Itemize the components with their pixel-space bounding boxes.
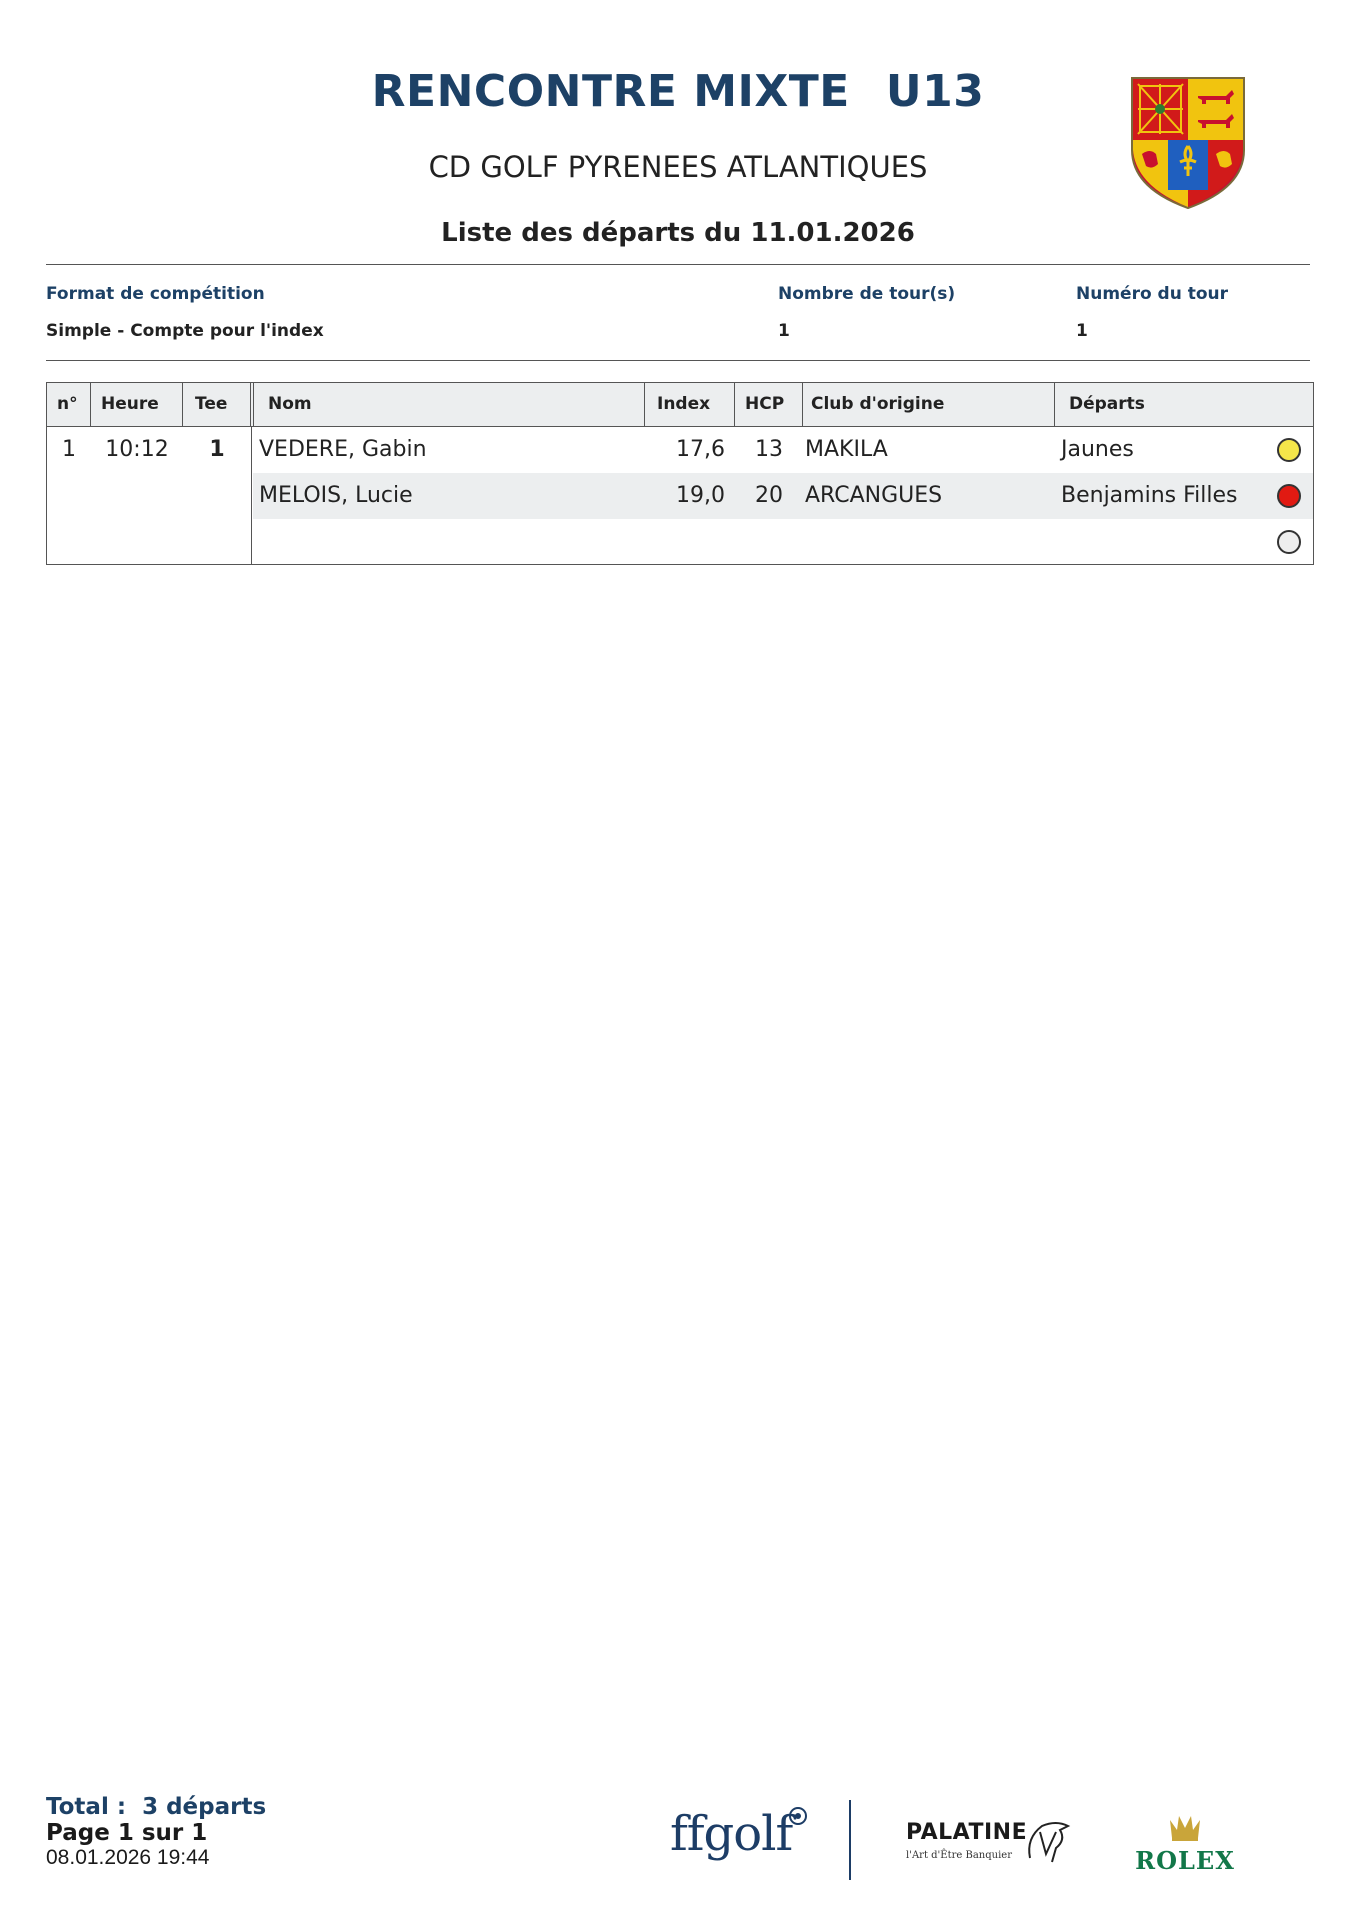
header-divider: [46, 264, 1310, 265]
player-club: MAKILA: [805, 437, 888, 462]
player-name: MELOIS, Lucie: [259, 483, 413, 508]
col-header-club: Club d'origine: [801, 383, 1055, 426]
ffgolf-emblem-icon: [788, 1806, 808, 1826]
col-header-time: Heure: [91, 383, 183, 426]
format-label: Format de compétition: [46, 284, 265, 304]
title-category: U13: [885, 66, 985, 117]
palatine-tagline: l'Art d'Être Banquier: [906, 1850, 1012, 1861]
round-number-label: Numéro du tour: [1076, 284, 1229, 304]
total-label: Total :: [46, 1794, 127, 1820]
group-tee: 1: [209, 437, 225, 462]
tee-color-red-icon: [1277, 484, 1301, 508]
total-departures: [46, 1794, 266, 1820]
col-header-hcp: HCP: [733, 383, 803, 426]
ffgolf-logo: ffgolf: [670, 1806, 793, 1862]
sponsor-divider: [849, 1800, 851, 1880]
col-header-number: n°: [47, 383, 91, 426]
group-divider: [251, 427, 252, 564]
info-divider: [46, 360, 1310, 361]
player-departs: Benjamins Filles: [1061, 483, 1238, 508]
player-departs: Jaunes: [1061, 437, 1134, 462]
tee-color-yellow-icon: [1277, 438, 1301, 462]
player-club: ARCANGUES: [805, 483, 943, 508]
group-time: 10:12: [105, 437, 169, 462]
start-list-table: [46, 382, 1314, 565]
player-hcp: 13: [755, 437, 783, 462]
col-header-departs: Départs: [1069, 394, 1145, 414]
page-number: Page 1 sur 1: [46, 1820, 208, 1846]
organizer-name: CD GOLF PYRENEES ATLANTIQUES: [428, 150, 928, 184]
rounds-label: Nombre de tour(s): [778, 284, 956, 304]
palatine-logo: PALATINE: [906, 1820, 1028, 1845]
table-header: [47, 383, 1313, 427]
col-header-index: Index: [643, 383, 735, 426]
group-number: 1: [62, 437, 76, 462]
col-header-name: Nom: [253, 383, 645, 426]
printed-timestamp: 08.01.2026 19:44: [46, 1846, 210, 1869]
title-main: RENCONTRE MIXTE: [371, 66, 850, 117]
rounds-value: 1: [778, 321, 790, 341]
coat-of-arms-icon: [1128, 76, 1248, 210]
format-value: Simple - Compte pour l'index: [46, 321, 324, 341]
col-header-tee: Tee: [183, 383, 251, 426]
player-hcp: 20: [755, 483, 783, 508]
table-row: [253, 473, 1313, 519]
rolex-crown-icon: [1168, 1812, 1202, 1842]
table-row: [253, 519, 1313, 565]
table-row: [253, 427, 1313, 473]
player-index: 17,6: [676, 437, 725, 462]
tee-color-empty-icon: [1277, 530, 1301, 554]
player-index: 19,0: [676, 483, 725, 508]
round-number-value: 1: [1076, 321, 1088, 341]
horse-head-icon: [1022, 1818, 1072, 1864]
player-name: VEDERE, Gabin: [259, 437, 427, 462]
start-list-title: Liste des départs du 11.01.2026: [441, 218, 915, 248]
total-value: 3 départs: [142, 1794, 267, 1820]
rolex-logo: ROLEX: [1135, 1846, 1235, 1875]
